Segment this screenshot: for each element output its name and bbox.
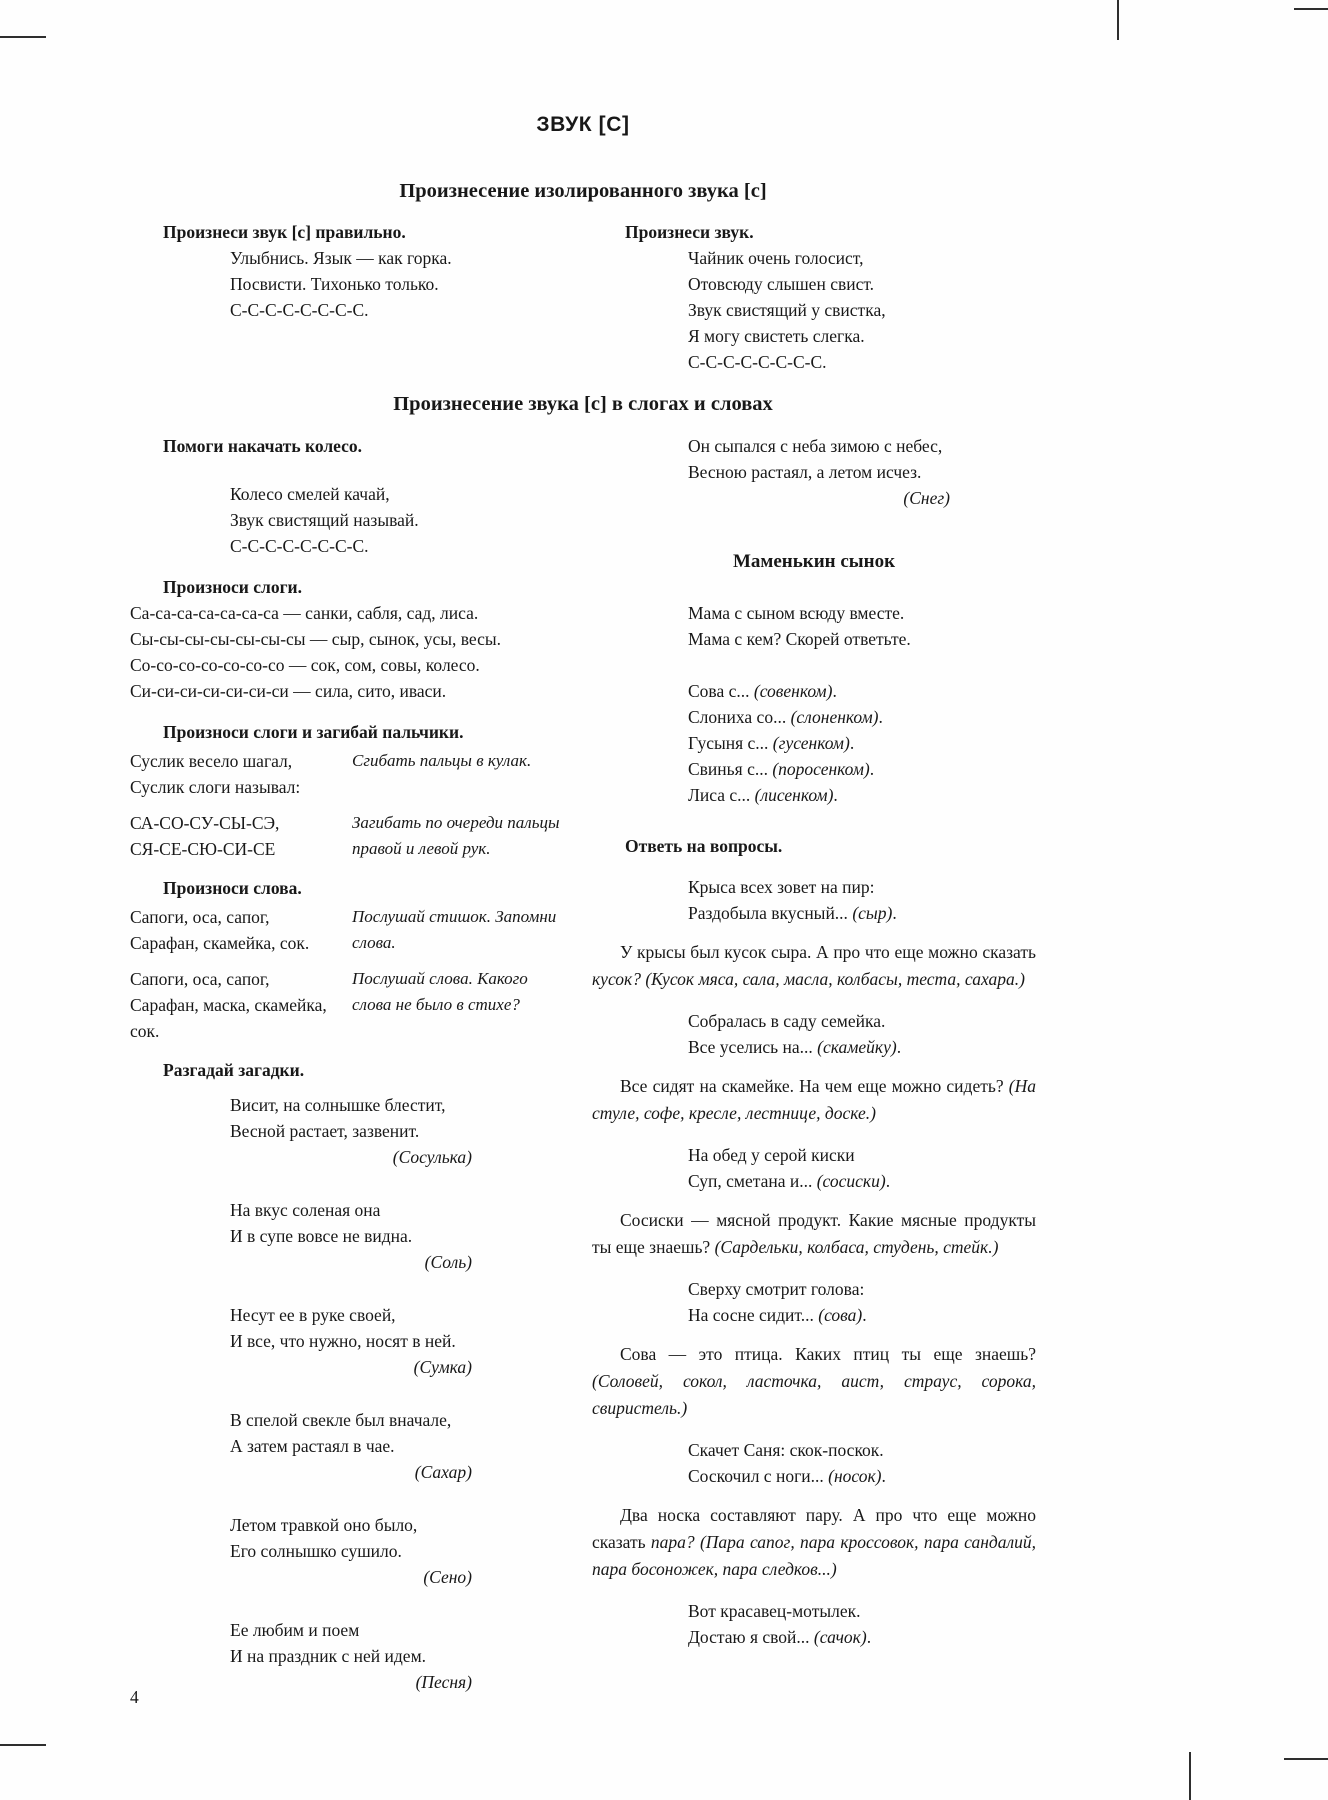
answer-options: (На стуле, софе, кресле, лестнице, доске.) (592, 1076, 1036, 1123)
couplet-line (688, 1168, 1036, 1194)
animal-pair (688, 704, 1036, 730)
riddle-line: Он сыпался с неба зимою с небес, (688, 436, 943, 456)
instruction-note: Послушай стишок. Запомни слова. (352, 907, 557, 952)
pair-end: . (849, 733, 855, 753)
pair-answer: (слоненком) (790, 707, 879, 727)
question-paragraph (592, 1502, 1036, 1583)
pair-end: . (869, 759, 875, 779)
column-left (130, 219, 588, 323)
couplet-start: Суп, сметана и... (688, 1171, 817, 1191)
couplet-line: Крыса всех зовет на пир: (688, 877, 875, 897)
couplet-end: . (892, 903, 897, 923)
poem-line: Колесо смелей качай, (230, 484, 390, 504)
mama-couplet (688, 600, 1036, 652)
poem-line: Звук свистящий называй. (230, 510, 419, 530)
riddle (230, 1512, 588, 1590)
couplet-start: Раздобыла вкусный... (688, 903, 853, 923)
words-group-1 (130, 904, 588, 956)
riddle-line: Весной растает, зазвенит. (230, 1121, 420, 1141)
task-syllables-fingers: Произноси слоги и загибай пальчики. (163, 722, 464, 742)
word-line: Сарафан, маска, скамейка, сок. (130, 995, 327, 1041)
animal-pair (688, 756, 1036, 782)
couplet-answer: (носок) (828, 1466, 882, 1486)
couplet-start: Все уселись на... (688, 1037, 818, 1057)
couplet-line: Мама с кем? Скорей ответьте. (688, 629, 911, 649)
answer-options: (Пара сапог, пара кроссовок, пара сандалий, пара босоножек, пара следков...) (592, 1532, 1036, 1579)
poem-line: Чайник очень голосист, (688, 248, 864, 268)
crop-mark-top-left-icon (0, 36, 46, 38)
syllable-row: Са-са-са-са-са-са-са — санки, сабля, сад, лиса. (130, 603, 479, 623)
pair-answer: (гусенком) (772, 733, 850, 753)
couplet-line: На обед у серой киски (688, 1145, 855, 1165)
task-pump-wheel: Помоги накачать колесо. (163, 436, 363, 456)
syllable-row: Си-си-си-си-си-си-си — сила, сито, иваси. (130, 681, 447, 701)
pair-start: Сова с... (688, 681, 754, 701)
page-number: 4 (130, 1687, 139, 1707)
column-right (592, 219, 1036, 375)
riddle-line: Летом травкой оно было, (230, 1515, 418, 1535)
couplet-line: Собралась в саду семейка. (688, 1011, 886, 1031)
question-paragraph (592, 1207, 1036, 1261)
question-text: Сосиски — мясной продукт. Какие мясные продукты ты еще знаешь? (592, 1210, 1036, 1257)
couplet-end: . (885, 1171, 891, 1191)
couplet-answer: (скамейку) (817, 1037, 897, 1057)
riddle-line: Весною растаял, а летом исчез. (688, 462, 922, 482)
fingers-syllables (130, 810, 352, 862)
couplet-line: Скачет Саня: скок-поскок. (688, 1440, 884, 1460)
riddle-answer: (Сумка) (413, 1357, 472, 1377)
riddle-answer: (Снег) (903, 488, 950, 508)
answer-options: (Кусок мяса, сала, масла, колбасы, теста, сахара.) (645, 969, 1025, 989)
couplet-line: Мама с сыном всюду вместе. (688, 603, 905, 623)
poem-line: Посвисти. Тихонько только. (230, 274, 439, 294)
word-list (130, 966, 352, 1044)
word-list (130, 904, 352, 956)
section-heading-isolated-sound: Произнесение изолированного звука [с] (399, 180, 767, 202)
couplet-line (688, 1034, 1036, 1060)
crop-mark-bottom-left-icon (0, 1744, 46, 1746)
syllable-rows (130, 600, 588, 704)
couplet-start: Достаю я свой... (688, 1627, 814, 1647)
question-word: пара? (650, 1532, 695, 1552)
poem-line: С-С-С-С-С-С-С-С. (688, 352, 827, 372)
riddle-line: И все, что нужно, носят в ней. (230, 1331, 456, 1351)
question-text: Сова — это птица. Каких птиц ты еще знаешь? (620, 1344, 1036, 1364)
exercise-couplet (688, 1437, 1036, 1489)
riddle-answer: (Сено) (423, 1567, 472, 1587)
animal-pair (688, 730, 1036, 756)
task-pronounce-words: Произноси слова. (163, 878, 302, 898)
riddle (230, 1617, 588, 1695)
fingers-row-2 (130, 810, 588, 862)
words-group-2 (130, 966, 588, 1044)
couplet-line (688, 1302, 1036, 1328)
crop-mark-bottom-right-vertical-icon (1189, 1752, 1191, 1800)
couplet-answer: (сачок) (813, 1627, 867, 1647)
poem-wheel (230, 481, 588, 559)
couplet-line (688, 1463, 1036, 1489)
column-right (592, 433, 1036, 1650)
syllable-caps-line: СА-СО-СУ-СЫ-СЭ, (130, 813, 280, 833)
poem-kettle (688, 245, 1036, 375)
poem-line: Улыбнись. Язык — как горка. (230, 248, 452, 268)
fingers-verse (130, 748, 352, 800)
riddle-line: И в супе вовсе не видна. (230, 1226, 413, 1246)
riddle-line: На вкус соленая она (230, 1200, 381, 1220)
couplet-line: Сверху смотрит голова: (688, 1279, 865, 1299)
crop-mark-bottom-right-horizontal-icon (1284, 1758, 1328, 1760)
riddle-line: В спелой свекле был вначале, (230, 1410, 452, 1430)
syllable-caps-line: СЯ-СЕ-СЮ-СИ-СЕ (130, 839, 276, 859)
task-pronounce-correctly: Произнеси звук [с] правильно. (163, 222, 406, 242)
isolated-sound-columns (130, 219, 1036, 375)
word-line: Сарафан, скамейка, сок. (130, 933, 310, 953)
couplet-start: Соскочил с ноги... (688, 1466, 829, 1486)
exercise-couplet (688, 1598, 1036, 1650)
riddle (230, 1407, 588, 1485)
pair-start: Гусыня с... (688, 733, 773, 753)
riddle-line: А затем растаял в чае. (230, 1436, 395, 1456)
riddle (230, 1302, 588, 1380)
section-heading-syllables-words: Произнесение звука [с] в слогах и словах (393, 393, 773, 415)
riddle-line: Несут ее в руке своей, (230, 1305, 396, 1325)
verse-line: Суслик весело шагал, (130, 751, 293, 771)
pair-start: Лиса с... (688, 785, 755, 805)
instruction-note: Сгибать пальцы в кулак. (352, 751, 532, 770)
exercise-couplet (688, 1142, 1036, 1194)
riddle-line: Ее любим и поем (230, 1620, 360, 1640)
instruction-note: Загибать по очереди пальцы правой и левой рук. (352, 813, 560, 858)
task-pronounce-sound: Произнеси звук. (625, 222, 754, 242)
question-text: Два носка составляют пару. А про что еще можно сказать (592, 1505, 1036, 1552)
subheading-mamas-boy: Маменькин сынок (732, 551, 896, 572)
animal-pair (688, 678, 1036, 704)
crop-mark-top-right-horizontal-icon (1294, 8, 1328, 10)
poem-line: Звук свистящий у свистка, (688, 300, 886, 320)
word-line: Сапоги, оса, сапог, (130, 969, 270, 989)
syllables-columns (130, 433, 1036, 1695)
pair-end: . (832, 681, 837, 701)
answer-options: (Соловей, сокол, ласточка, аист, страус, сорока, свиристель.) (592, 1371, 1036, 1418)
couplet-answer: (сыр) (852, 903, 893, 923)
pair-start: Свинья с... (688, 759, 773, 779)
riddle (230, 1092, 588, 1170)
riddle (230, 1197, 588, 1275)
question-paragraph (592, 1341, 1036, 1422)
exercise-couplet (688, 1276, 1036, 1328)
question-text: У крысы был кусок сыра. А про что еще можно сказать (620, 942, 1036, 962)
word-line: Сапоги, оса, сапог, (130, 907, 270, 927)
pair-end: . (878, 707, 883, 727)
exercise-couplet (688, 874, 1036, 926)
couplet-line (688, 900, 1036, 926)
verse-line: Суслик слоги называл: (130, 777, 301, 797)
question-text: Все сидят на скамейке. На чем еще можно сидеть? (620, 1076, 1009, 1096)
riddle-answer: (Сосулька) (392, 1147, 472, 1167)
crop-mark-top-right-vertical-icon (1117, 0, 1119, 40)
pair-answer: (совенком) (753, 681, 833, 701)
riddle-line: И на праздник с ней идем. (230, 1646, 427, 1666)
riddle-answer: (Соль) (424, 1252, 472, 1272)
page-title: ЗВУК [С] (536, 113, 630, 136)
couplet-start: На сосне сидит... (688, 1305, 819, 1325)
couplet-line (688, 1624, 1036, 1650)
pair-start: Слониха со... (688, 707, 791, 727)
animal-pair (688, 782, 1036, 808)
animal-pairs-list (688, 678, 1036, 808)
syllable-row: Со-со-со-со-со-со-со — сок, сом, совы, колесо. (130, 655, 480, 675)
pair-answer: (лисенком) (754, 785, 834, 805)
poem-line: Отовсюду слышен свист. (688, 274, 875, 294)
couplet-end: . (866, 1627, 872, 1647)
question-word: кусок? (592, 969, 641, 989)
column-left (130, 433, 588, 1695)
couplet-end: . (896, 1037, 902, 1057)
syllable-row: Сы-сы-сы-сы-сы-сы-сы — сыр, сынок, усы, весы. (130, 629, 502, 649)
page-content (130, 0, 1036, 1695)
poem-line: Я могу свистеть слегка. (688, 326, 865, 346)
couplet-end: . (862, 1305, 867, 1325)
poem-line: С-С-С-С-С-С-С-С. (230, 300, 369, 320)
poem-line: С-С-С-С-С-С-С-С. (230, 536, 369, 556)
instruction-note: Послушай слова. Какого слова не было в стихе? (352, 969, 528, 1014)
riddle-answer: (Сахар) (414, 1462, 472, 1482)
couplet-answer: (сова) (818, 1305, 863, 1325)
question-paragraph (592, 939, 1036, 993)
poem-smile (230, 245, 588, 323)
task-solve-riddles: Разгадай загадки. (163, 1060, 305, 1080)
riddle-line: Его солнышко сушило. (230, 1541, 402, 1561)
riddle-answer: (Песня) (415, 1672, 472, 1692)
task-answer-questions: Ответь на вопросы. (625, 836, 783, 856)
question-paragraph (592, 1073, 1036, 1127)
pair-answer: (поросенком) (772, 759, 870, 779)
task-pronounce-syllables: Произноси слоги. (163, 577, 303, 597)
pair-end: . (833, 785, 838, 805)
riddle-snow (688, 433, 1036, 511)
answer-options: (Сардельки, колбаса, студень, стейк.) (714, 1237, 999, 1257)
couplet-answer: (сосиски) (816, 1171, 886, 1191)
riddle-line: Висит, на солнышке блестит, (230, 1095, 446, 1115)
couplet-end: . (881, 1466, 886, 1486)
couplet-line: Вот красавец-мотылек. (688, 1601, 861, 1621)
exercise-couplet (688, 1008, 1036, 1060)
fingers-row-1 (130, 748, 588, 800)
